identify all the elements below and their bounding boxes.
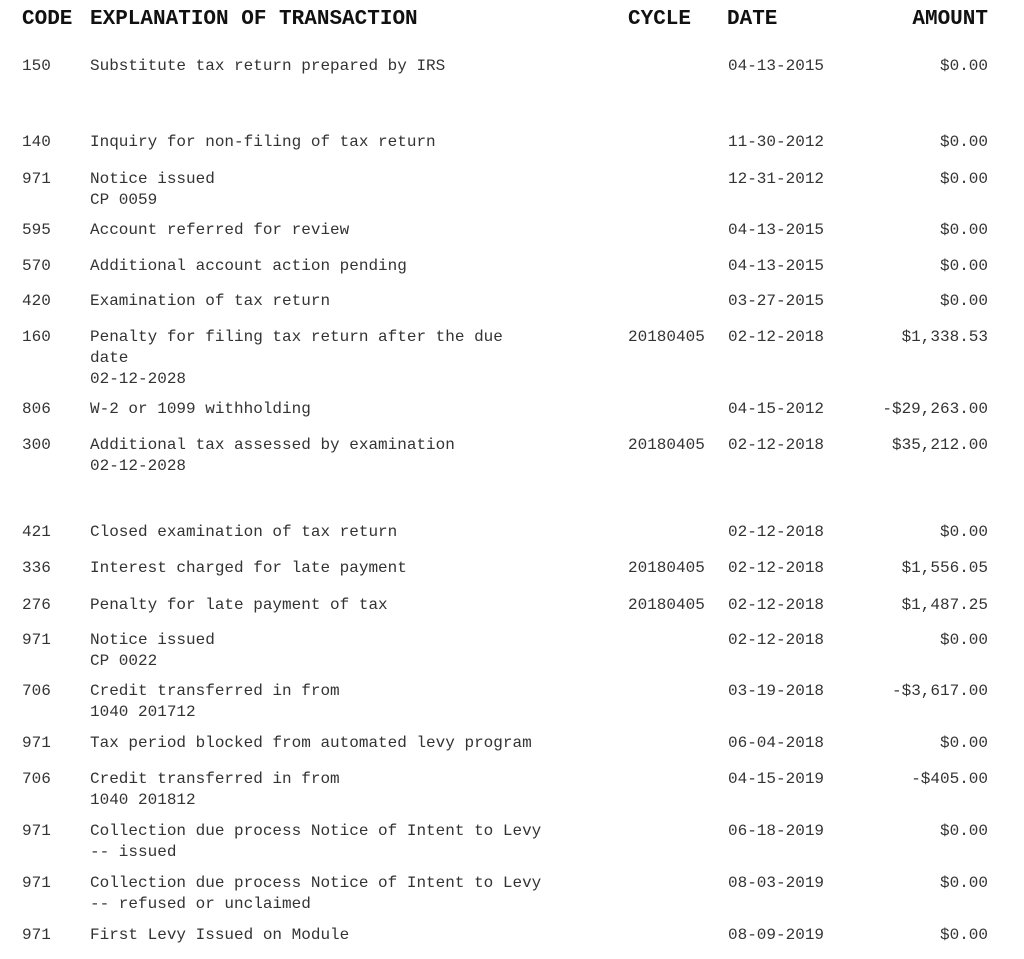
row-code: 420 xyxy=(22,292,51,310)
row-explanation xyxy=(90,256,620,277)
row-explanation xyxy=(90,291,620,312)
row-expl-line: Examination of tax return xyxy=(90,292,331,310)
row-explanation xyxy=(90,522,620,543)
row-amount: -$405.00 xyxy=(911,770,988,788)
row-expl-line: CP 0022 xyxy=(90,652,158,670)
row-expl-line: Interest charged for late payment xyxy=(90,559,407,577)
row-amount: -$3,617.00 xyxy=(891,682,988,700)
row-date: 02-12-2018 xyxy=(728,523,825,541)
header-cycle: CYCLE xyxy=(628,8,692,31)
row-expl-line: Additional tax assessed by examination xyxy=(90,436,455,454)
row-expl-line: Closed examination of tax return xyxy=(90,523,398,541)
row-cycle: 20180405 xyxy=(628,559,705,577)
row-amount: $35,212.00 xyxy=(891,436,988,454)
row-cycle: 20180405 xyxy=(628,328,705,346)
row-amount: $1,556.05 xyxy=(901,559,988,577)
row-date: 02-12-2018 xyxy=(728,436,825,454)
row-code: 150 xyxy=(22,57,51,75)
row-code: 706 xyxy=(22,770,51,788)
row-expl-line: Inquiry for non-filing of tax return xyxy=(90,133,436,151)
row-expl-line: Penalty for late payment of tax xyxy=(90,596,388,614)
row-explanation xyxy=(90,595,620,616)
row-explanation xyxy=(90,56,620,77)
row-date: 02-12-2018 xyxy=(728,559,825,577)
row-code: 421 xyxy=(22,523,51,541)
row-expl-line: 1040 201812 xyxy=(90,791,196,809)
row-code: 336 xyxy=(22,559,51,577)
row-date: 02-12-2018 xyxy=(728,328,825,346)
row-explanation xyxy=(90,399,620,420)
row-date: 03-19-2018 xyxy=(728,682,825,700)
row-date: 08-03-2019 xyxy=(728,874,825,892)
row-code: 806 xyxy=(22,400,51,418)
row-date: 04-13-2015 xyxy=(728,221,825,239)
row-code: 276 xyxy=(22,596,51,614)
row-expl-line: 02-12-2028 xyxy=(90,457,187,475)
header-explanation: EXPLANATION OF TRANSACTION xyxy=(90,8,418,31)
row-date: 04-13-2015 xyxy=(728,257,825,275)
row-code: 971 xyxy=(22,170,51,188)
row-explanation xyxy=(90,821,620,863)
row-expl-line: W-2 or 1099 withholding xyxy=(90,400,311,418)
row-code: 971 xyxy=(22,631,51,649)
table-header xyxy=(0,8,1024,36)
row-amount: $0.00 xyxy=(939,631,988,649)
row-amount: $0.00 xyxy=(939,926,988,944)
header-code: CODE xyxy=(22,8,73,31)
row-code: 971 xyxy=(22,926,51,944)
row-date: 06-04-2018 xyxy=(728,734,825,752)
row-date: 02-12-2018 xyxy=(728,596,825,614)
row-explanation xyxy=(90,681,620,723)
row-code: 595 xyxy=(22,221,51,239)
row-amount: $0.00 xyxy=(939,221,988,239)
row-date: 04-15-2019 xyxy=(728,770,825,788)
row-explanation xyxy=(90,925,620,946)
row-cycle: 20180405 xyxy=(628,596,705,614)
row-explanation xyxy=(90,435,620,477)
row-expl-line: Penalty for filing tax return after the due xyxy=(90,328,503,346)
row-date: 03-27-2015 xyxy=(728,292,825,310)
row-expl-line: Notice issued xyxy=(90,170,215,188)
row-amount: $0.00 xyxy=(939,57,988,75)
row-expl-line: Additional account action pending xyxy=(90,257,407,275)
row-explanation xyxy=(90,220,620,241)
row-code: 570 xyxy=(22,257,51,275)
row-date: 06-18-2019 xyxy=(728,822,825,840)
row-amount: $0.00 xyxy=(939,170,988,188)
row-expl-line: 02-12-2028 xyxy=(90,370,187,388)
row-date: 04-13-2015 xyxy=(728,57,825,75)
row-date: 04-15-2012 xyxy=(728,400,825,418)
row-amount: $0.00 xyxy=(939,734,988,752)
row-code: 971 xyxy=(22,734,51,752)
row-expl-line: CP 0059 xyxy=(90,191,158,209)
row-code: 140 xyxy=(22,133,51,151)
row-amount: $0.00 xyxy=(939,133,988,151)
row-date: 12-31-2012 xyxy=(728,170,825,188)
row-expl-line: Credit transferred in from xyxy=(90,682,340,700)
row-amount: $0.00 xyxy=(939,257,988,275)
row-explanation xyxy=(90,733,620,754)
row-expl-line: First Levy Issued on Module xyxy=(90,926,350,944)
row-amount: $1,338.53 xyxy=(901,328,988,346)
row-expl-line: -- issued xyxy=(90,843,177,861)
row-amount: $0.00 xyxy=(939,874,988,892)
row-explanation xyxy=(90,873,620,915)
row-expl-line: Credit transferred in from xyxy=(90,770,340,788)
row-expl-line: Substitute tax return prepared by IRS xyxy=(90,57,446,75)
header-amount: AMOUNT xyxy=(912,8,988,31)
row-explanation xyxy=(90,169,620,211)
row-code: 706 xyxy=(22,682,51,700)
row-amount: $0.00 xyxy=(939,523,988,541)
row-expl-line: Tax period blocked from automated levy program xyxy=(90,734,532,752)
row-code: 160 xyxy=(22,328,51,346)
row-code: 971 xyxy=(22,822,51,840)
row-explanation xyxy=(90,630,620,672)
row-amount: $1,487.25 xyxy=(901,596,988,614)
row-expl-line: -- refused or unclaimed xyxy=(90,895,311,913)
row-explanation xyxy=(90,132,620,153)
row-explanation xyxy=(90,558,620,579)
row-date: 08-09-2019 xyxy=(728,926,825,944)
row-expl-line: 1040 201712 xyxy=(90,703,196,721)
row-expl-line: Collection due process Notice of Intent to Levy xyxy=(90,874,542,892)
row-code: 300 xyxy=(22,436,51,454)
row-expl-line: Notice issued xyxy=(90,631,215,649)
row-amount: -$29,263.00 xyxy=(882,400,988,418)
row-date: 02-12-2018 xyxy=(728,631,825,649)
row-explanation xyxy=(90,769,620,811)
header-date: DATE xyxy=(727,8,778,31)
row-amount: $0.00 xyxy=(939,822,988,840)
row-expl-line: Account referred for review xyxy=(90,221,350,239)
row-date: 11-30-2012 xyxy=(728,133,825,151)
row-expl-line: Collection due process Notice of Intent to Levy xyxy=(90,822,542,840)
row-expl-line: date xyxy=(90,349,129,367)
row-explanation xyxy=(90,327,620,390)
row-cycle: 20180405 xyxy=(628,436,705,454)
row-code: 971 xyxy=(22,874,51,892)
row-amount: $0.00 xyxy=(939,292,988,310)
